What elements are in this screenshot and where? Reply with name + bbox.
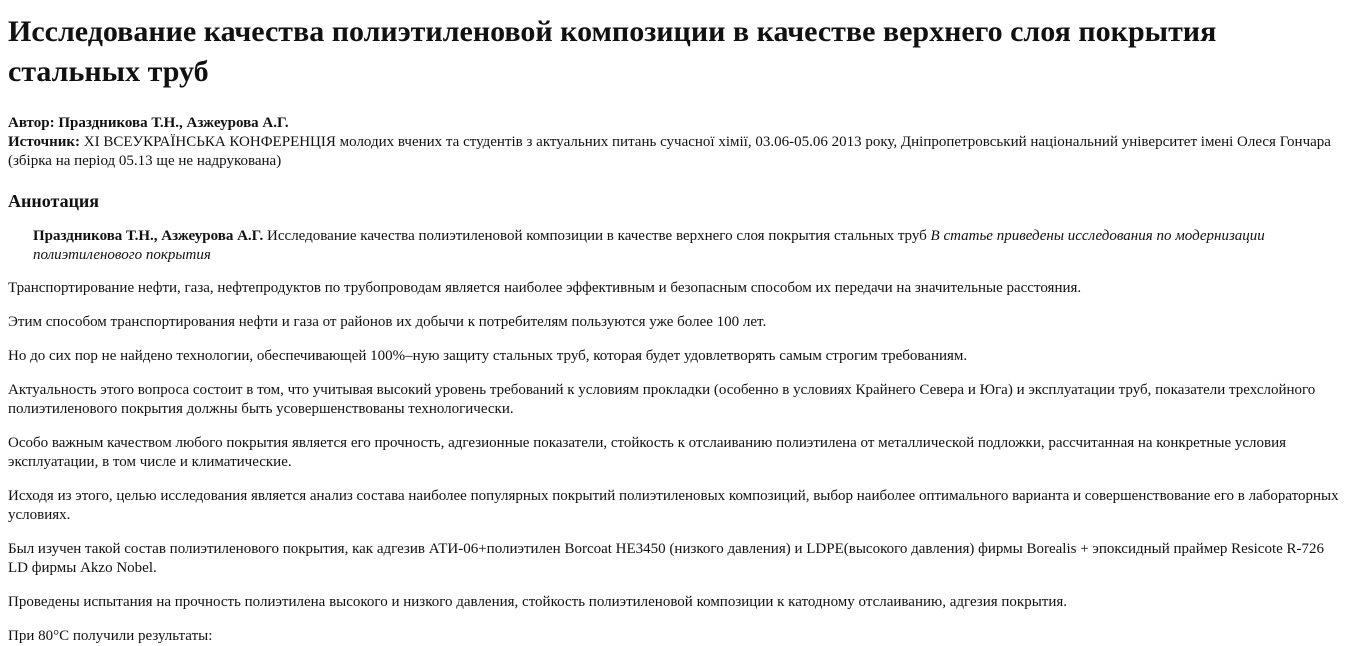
body-paragraph: Был изучен такой состав полиэтиленового покрытия, как адгезив АТИ-06+полиэтилен Borcoat HE3450 (низкого давления) и LDPE(высокого давления) фирмы Borealis + эпоксидный праймер Resicote R-726 LD фирмы Akzo Nobel.	[8, 541, 1325, 576]
body-paragraph: При 80°С получили результаты:	[8, 628, 213, 644]
body-paragraph: Но до сих пор не найдено технологии, обеспечивающей 100%–ную защиту стальных труб, которая будет удовлетворять самым строгим требованиям.	[8, 348, 968, 364]
annotation-authors: Праздникова Т.Н., Азжеурова А.Г.	[33, 228, 264, 244]
annotation-block	[33, 227, 1341, 265]
page-title: Исследование качества полиэтиленовой композиции в качестве верхнего слоя покрытия стальных труб	[8, 15, 1217, 88]
body-paragraph: Актуальность этого вопроса состоит в том, что учитывая высокий уровень требований к условиям прокладки (особенно в условиях Крайнего Севера и Юга) и эксплуатации труб, показатели трехслойного полиэтиленового покрытия должны быть усовершенствованы технологически.	[8, 382, 1316, 417]
body-paragraph: Особо важным качеством любого покрытия является его прочность, адгезионные показатели, стойкость к отслаиванию полиэтилена от металлической подложки, рассчитанная на конкретные условия эксплуатации, в том числе и климатические.	[8, 435, 1287, 470]
author-line	[8, 114, 1341, 133]
annotation-summary: В статье приведены исследования по модернизации полиэтиленового покрытия	[33, 228, 1265, 263]
body-paragraph: Этим способом транспортирования нефти и газа от районов их добычи к потребителям пользуются уже более 100 лет.	[8, 314, 767, 330]
article-meta	[8, 114, 1341, 171]
author-label: Автор:	[8, 115, 55, 131]
annotation-title: Исследование качества полиэтиленовой композиции в качестве верхнего слоя покрытия стальных труб	[267, 228, 927, 244]
body-paragraph: Проведены испытания на прочность полиэтилена высокого и низкого давления, стойкость полиэтиленовой композиции к катодному отслаиванию, адгезия покрытия.	[8, 594, 1068, 610]
body-paragraph: Транспортирование нефти, газа, нефтепродуктов по трубопроводам является наиболее эффективным и безопасным способом их передачи на значительные расстояния.	[8, 280, 1082, 296]
source-label: Источник:	[8, 134, 80, 150]
annotation-heading: Аннотация	[8, 191, 100, 211]
body-paragraph: Исходя из этого, целью исследования является анализ состава наиболее популярных покрытий полиэтиленовых композиций, выбор наиболее оптимального варианта и совершенствование его в лабораторных условиях.	[8, 488, 1339, 523]
source-value: XI ВСЕУКРАЇНСЬКА КОНФЕРЕНЦІЯ молодих вчених та студентів з актуальних питань сучасної хімії, 03.06-05.06 2013 року, Дніпропетровський національний університет імені Олеся Гончара (збірка на період 05.13 ще не надрукована)	[8, 134, 1331, 169]
author-value: Праздникова Т.Н., Азжеурова А.Г.	[58, 115, 289, 131]
source-line	[8, 133, 1341, 171]
